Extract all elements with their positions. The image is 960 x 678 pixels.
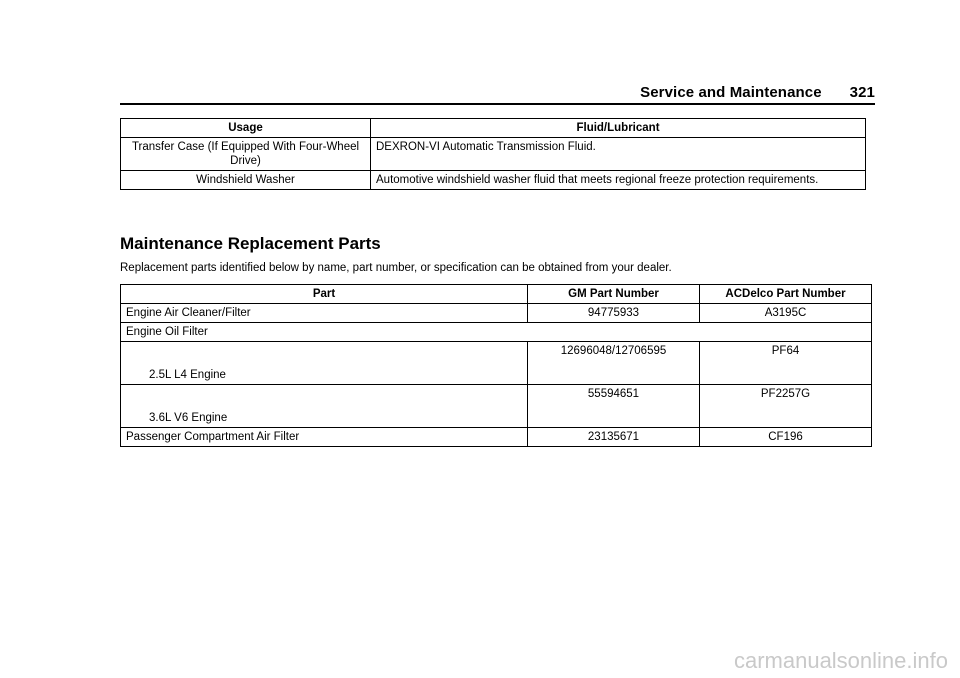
column-header-acdelco-part-number: ACDelco Part Number xyxy=(700,285,872,304)
table-row xyxy=(121,385,872,428)
gm-part-number-cell: 55594651 xyxy=(528,385,700,428)
table-row xyxy=(121,342,872,385)
part-name-cell: 2.5L L4 Engine xyxy=(121,342,528,385)
part-name-cell: Engine Air Cleaner/Filter xyxy=(121,304,528,323)
table-row xyxy=(121,428,872,447)
column-header-fluid: Fluid/Lubricant xyxy=(371,119,866,138)
column-header-part: Part xyxy=(121,285,528,304)
table-row xyxy=(121,138,866,171)
fluids-table xyxy=(120,118,866,190)
part-group-cell: Engine Oil Filter xyxy=(121,323,872,342)
usage-cell: Transfer Case (If Equipped With Four-Wheel Drive) xyxy=(121,138,371,171)
part-name-cell: Passenger Compartment Air Filter xyxy=(121,428,528,447)
gm-part-number-cell: 12696048/12706595 xyxy=(528,342,700,385)
page-header xyxy=(120,84,875,104)
header-divider xyxy=(120,103,875,105)
parts-table xyxy=(120,284,872,447)
acdelco-part-number-cell: PF64 xyxy=(700,342,872,385)
table-row xyxy=(121,323,872,342)
acdelco-part-number-cell: CF196 xyxy=(700,428,872,447)
section-header-title: Service and Maintenance xyxy=(640,84,822,101)
fluid-cell: DEXRON-VI Automatic Transmission Fluid. xyxy=(371,138,866,171)
fluid-cell: Automotive windshield washer fluid that meets regional freeze protection requirements. xyxy=(371,171,866,190)
column-header-usage: Usage xyxy=(121,119,371,138)
part-name-cell: 3.6L V6 Engine xyxy=(121,385,528,428)
acdelco-part-number-cell: PF2257G xyxy=(700,385,872,428)
table-header-row xyxy=(121,119,866,138)
gm-part-number-cell: 94775933 xyxy=(528,304,700,323)
table-row xyxy=(121,304,872,323)
section-title: Maintenance Replacement Parts xyxy=(120,234,381,253)
section-intro: Replacement parts identified below by name, part number, or specification can be obtained from your dealer. xyxy=(120,262,672,274)
table-row xyxy=(121,171,866,190)
watermark: carmanualsonline.info xyxy=(733,648,948,673)
column-header-gm-part-number: GM Part Number xyxy=(528,285,700,304)
gm-part-number-cell: 23135671 xyxy=(528,428,700,447)
acdelco-part-number-cell: A3195C xyxy=(700,304,872,323)
table-header-row xyxy=(121,285,872,304)
page-number: 321 xyxy=(849,84,875,101)
usage-cell: Windshield Washer xyxy=(121,171,371,190)
